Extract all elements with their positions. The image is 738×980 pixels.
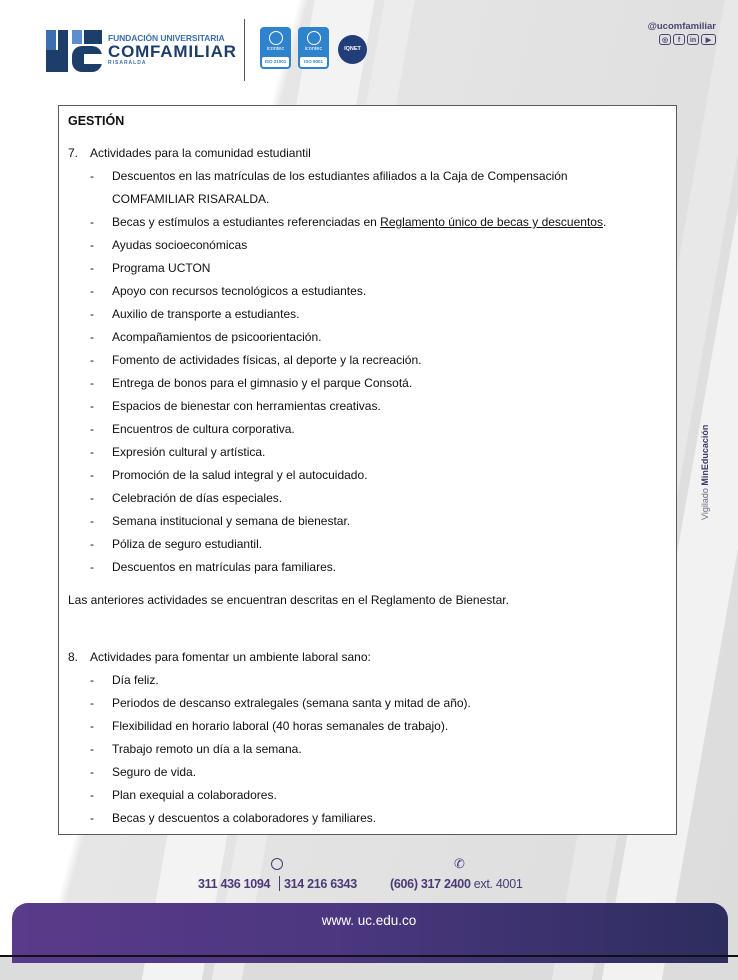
reglamento-note: Las anteriores actividades se encuentran descritas en el Reglamento de Bienestar. xyxy=(68,593,509,607)
list-item: Descuentos en matrículas para familiares. xyxy=(112,560,337,574)
list-item: Entrega de bonos para el gimnasio y el parque Consotá. xyxy=(112,376,413,390)
phone-main: (606) 317 2400 xyxy=(390,877,471,891)
bullet: - xyxy=(90,719,94,733)
youtube-icon[interactable]: ▶ xyxy=(701,34,716,45)
list-item: Descuentos en las matrículas de los estudiantes afiliados a la Caja de Compensación xyxy=(112,169,568,183)
list-item: Periodos de descanso extralegales (semana santa y mitad de año). xyxy=(112,696,471,710)
vigilado-prefix: Vigilado xyxy=(700,485,710,520)
list-item-continuation: COMFAMILIAR RISARALDA. xyxy=(112,192,270,206)
bullet: - xyxy=(90,491,94,505)
icontec-iso-21001-badge xyxy=(260,27,291,69)
list-item: Ayudas socioeconómicas xyxy=(112,238,248,252)
logo-line-2: COMFAMILIAR xyxy=(108,42,237,61)
list-item: Espacios de bienestar con herramientas creativas. xyxy=(112,399,381,413)
list-item: Promoción de la salud integral y el autocuidado. xyxy=(112,468,368,482)
uc-logo-mark-icon xyxy=(46,30,102,72)
bullet: - xyxy=(90,307,94,321)
icontec-icon xyxy=(269,31,283,45)
section-7-number: 7. xyxy=(68,146,79,160)
section-heading: GESTIÓN xyxy=(68,114,125,128)
phone-number[interactable] xyxy=(390,877,523,891)
list-item: Semana institucional y semana de bienestar. xyxy=(112,514,351,528)
logo-line-3: RISARALDA xyxy=(108,60,147,66)
list-item: Apoyo con recursos tecnológicos a estudiantes. xyxy=(112,284,367,298)
list-item-text: . xyxy=(602,215,607,229)
list-item: Flexibilidad en horario laboral (40 horas semanales de trabajo). xyxy=(112,719,449,733)
list-item: Seguro de vida. xyxy=(112,765,197,779)
bullet: - xyxy=(90,560,94,574)
list-item: Programa UCTON xyxy=(112,261,211,275)
contact-separator xyxy=(279,876,280,891)
list-item: Póliza de seguro estudiantil. xyxy=(112,537,263,551)
cert-standard: ISO 9001 xyxy=(300,57,327,67)
bullet: - xyxy=(90,811,94,825)
list-item: Encuentros de cultura corporativa. xyxy=(112,422,295,436)
section-8-title: Actividades para fomentar un ambiente laboral sano: xyxy=(90,650,371,664)
footer-bar xyxy=(12,903,728,963)
vigilado-mineducacion-mark xyxy=(700,425,710,520)
icontec-icon xyxy=(307,31,321,45)
linkedin-icon[interactable]: in xyxy=(687,34,699,45)
cert-standard: ISO 21001 xyxy=(262,57,289,67)
list-item: Auxilio de transporte a estudiantes. xyxy=(112,307,300,321)
bullet: - xyxy=(90,169,94,183)
bullet: - xyxy=(90,238,94,252)
bullet: - xyxy=(90,445,94,459)
bullet: - xyxy=(90,696,94,710)
bullet: - xyxy=(90,261,94,275)
website-link[interactable]: www. uc.edu.co xyxy=(321,913,417,928)
bullet: - xyxy=(90,537,94,551)
bullet: - xyxy=(90,330,94,344)
list-item: Día feliz. xyxy=(112,673,159,687)
logo-line-1: FUNDACIÓN UNIVERSITARIA xyxy=(108,33,225,43)
footer-contacts xyxy=(0,856,738,896)
section-7-title: Actividades para la comunidad estudiantil xyxy=(90,146,311,160)
list-item: Fomento de actividades físicas, al deporte y la recreación. xyxy=(112,353,422,367)
bullet: - xyxy=(90,742,94,756)
list-item: Expresión cultural y artística. xyxy=(112,445,266,459)
phone-extension: ext. 4001 xyxy=(470,877,523,891)
cert-brand: icontec xyxy=(266,46,285,52)
bullet: - xyxy=(90,284,94,298)
institution-logo xyxy=(46,30,236,72)
bullet: - xyxy=(90,215,94,229)
bullet: - xyxy=(90,788,94,802)
list-item: Celebración de días especiales. xyxy=(112,491,283,505)
bullet: - xyxy=(90,422,94,436)
icontec-iso-9001-badge xyxy=(298,27,329,69)
social-media-block xyxy=(648,21,716,45)
bullet: - xyxy=(90,673,94,687)
bullet: - xyxy=(90,514,94,528)
reglamento-becas-link[interactable]: Reglamento único de becas y descuentos xyxy=(380,215,603,229)
vigilado-brand: MinEducación xyxy=(700,424,710,486)
bullet: - xyxy=(90,376,94,390)
whatsapp-number-1[interactable]: 311 436 1094 xyxy=(198,877,271,891)
list-item: Becas y descuentos a colaboradores y familiares. xyxy=(112,811,377,825)
iqnet-badge: IQNET xyxy=(338,35,367,64)
bullet: - xyxy=(90,468,94,482)
phone-icon: ✆ xyxy=(454,856,465,871)
whatsapp-icon xyxy=(271,858,283,870)
social-handle[interactable]: @ucomfamiliar xyxy=(647,21,716,32)
instagram-icon[interactable]: ◎ xyxy=(659,34,671,45)
facebook-icon[interactable]: f xyxy=(673,34,685,45)
bullet: - xyxy=(90,399,94,413)
header-divider xyxy=(244,19,245,81)
list-item xyxy=(112,215,606,229)
list-item: Trabajo remoto un día a la semana. xyxy=(112,742,302,756)
document-frame xyxy=(58,105,677,835)
list-item: Plan exequial a colaboradores. xyxy=(112,788,277,802)
list-item: Acompañamientos de psicoorientación. xyxy=(112,330,322,344)
bullet: - xyxy=(90,765,94,779)
section-8-number: 8. xyxy=(68,650,79,664)
cert-brand: icontec xyxy=(304,46,323,52)
list-item-text: Becas y estímulos a estudiantes referenciadas en xyxy=(112,215,381,229)
bullet: - xyxy=(90,353,94,367)
whatsapp-number-2[interactable]: 314 216 6343 xyxy=(284,877,357,891)
